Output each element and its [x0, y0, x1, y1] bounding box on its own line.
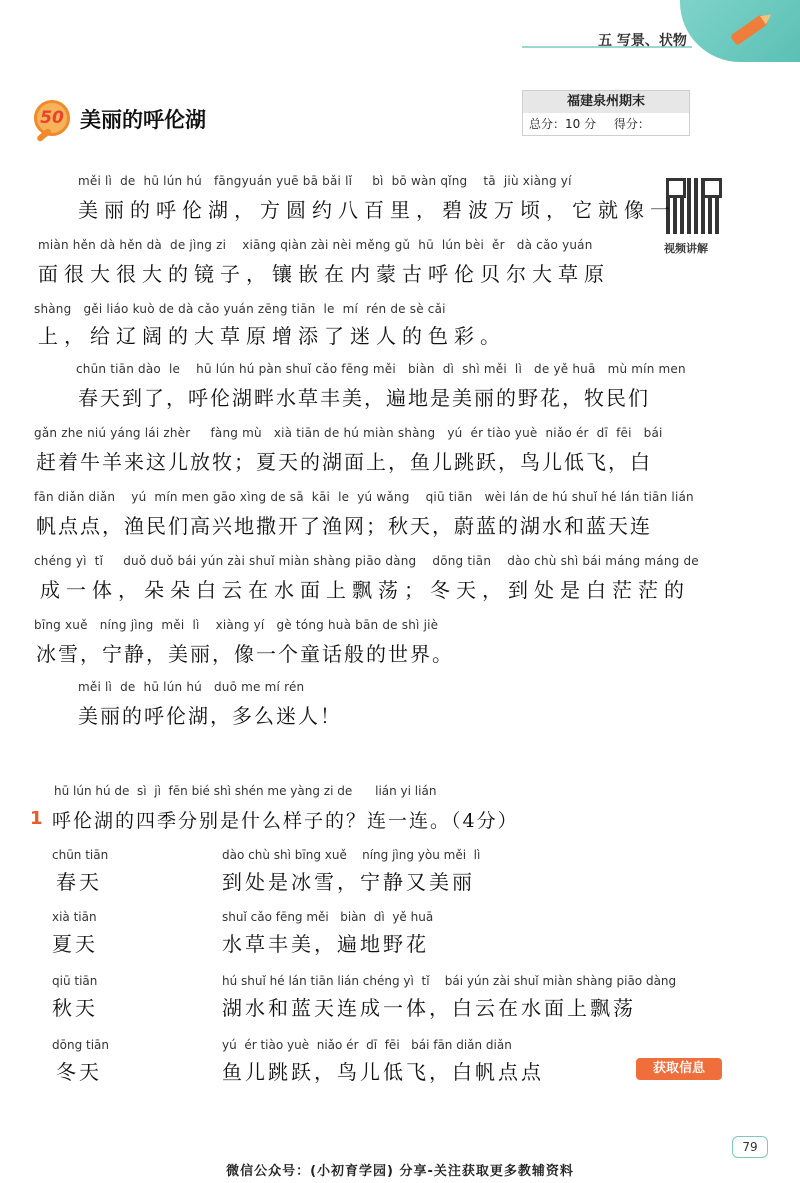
description-pinyin: hú shuǐ hé lán tiān lián chéng yì tǐ bái yún zài shuǐ miàn shàng piāo dàng — [222, 974, 677, 988]
pinyin-line: bīng xuě níng jìng měi lì xiàng yí gè tóng huà bān de shì jiè — [34, 618, 439, 632]
season-spring[interactable]: 春天 — [56, 870, 102, 894]
season-autumn[interactable]: 秋天 — [52, 996, 98, 1020]
footer-text: 微信公众号：(小初育学园) 分享-关注获取更多教辅资料 — [226, 1164, 574, 1179]
text-line: 上，给辽阔的大草原增添了迷人的色彩。 — [38, 324, 506, 348]
video-label: 视频讲解 — [664, 242, 708, 255]
pinyin-line: shàng gěi liáo kuò de dà cǎo yuán zēng tiān le mí rén de sè cǎi — [34, 302, 446, 316]
unit-title: 五 写景、状物 — [598, 33, 687, 49]
season-pinyin: chūn tiān — [52, 848, 109, 862]
text-line: 面很大很大的镜子，镶嵌在内蒙古呼伦贝尔大草原 — [38, 262, 610, 286]
lesson-title: 美丽的呼伦湖 — [80, 108, 206, 132]
text-line: 美丽的呼伦湖，方圆约八百里，碧波万顷，它就像一 — [78, 198, 676, 222]
description-pinyin: yú ér tiào yuè niǎo ér dī fēi bái fān diǎn diǎn — [222, 1038, 512, 1052]
pinyin-line: miàn hěn dà hěn dà de jìng zi xiāng qiàn zài nèi měng gǔ hū lún bèi ěr dà cǎo yuán — [38, 238, 593, 252]
description-spring-scene[interactable]: 水草丰美，遍地野花 — [222, 932, 429, 956]
pinyin-line: chéng yì tǐ duǒ duǒ bái yún zài shuǐ miàn shàng piāo dàng dōng tiān dào chù shì bái máng máng de — [34, 554, 699, 568]
pinyin-line: fān diǎn diǎn yú mín men gāo xìng de sā kāi le yú wǎng qiū tiān wèi lán de hú shuǐ hé lán tiān lián — [34, 490, 694, 504]
text-line: 帆点点，渔民们高兴地撒开了渔网；秋天，蔚蓝的湖水和蓝天连 — [36, 514, 652, 538]
exam-source: 福建泉州期末 — [523, 91, 689, 113]
description-autumn-scene[interactable]: 湖水和蓝天连成一体，白云在水面上飘荡 — [222, 996, 636, 1020]
question-number: 1 — [30, 808, 43, 829]
text-line: 美丽的呼伦湖，多么迷人！ — [78, 704, 342, 728]
season-pinyin: dōng tiān — [52, 1038, 109, 1052]
lesson-number-badge: 50 — [34, 100, 70, 136]
text-line: 成一体，朵朵白云在水面上飘荡；冬天，到处是白茫茫的 — [40, 578, 690, 602]
info-tag: 获取信息 — [636, 1058, 722, 1080]
description-winter-scene[interactable]: 到处是冰雪，宁静又美丽 — [222, 870, 475, 894]
total-score: 总分：10 分 — [529, 117, 597, 131]
question-text: 呼伦湖的四季分别是什么样子的？连一连。（4分） — [52, 810, 519, 832]
text-line: 冰雪，宁静，美丽，像一个童话般的世界。 — [36, 642, 454, 666]
description-pinyin: dào chù shì bīng xuě níng jìng yòu měi lì — [222, 848, 481, 862]
season-pinyin: xià tiān — [52, 910, 97, 924]
season-pinyin: qiū tiān — [52, 974, 98, 988]
description-pinyin: shuǐ cǎo fēng měi biàn dì yě huā — [222, 910, 434, 924]
pinyin-line: měi lì de hū lún hú fāngyuán yuē bā bǎi lǐ bì bō wàn qǐng tā jiù xiàng yí — [78, 174, 572, 188]
season-winter[interactable]: 冬天 — [56, 1060, 102, 1084]
page-number: 79 — [732, 1136, 768, 1158]
question-pinyin: hū lún hú de sì jì fēn bié shì shén me yàng zi de lián yi lián — [54, 784, 437, 798]
text-line: 春天到了，呼伦湖畔水草丰美，遍地是美丽的野花，牧民们 — [78, 386, 650, 410]
pinyin-line: měi lì de hū lún hú duō me mí rén — [78, 680, 305, 694]
season-summer[interactable]: 夏天 — [52, 932, 98, 956]
exam-score — [523, 113, 689, 135]
pinyin-line: chūn tiān dào le hū lún hú pàn shuǐ cǎo fēng měi biàn dì shì měi lì de yě huā mù mín men — [76, 362, 686, 376]
pinyin-line: gǎn zhe niú yáng lái zhèr fàng mù xià tiān de hú miàn shàng yú ér tiào yuè niǎo ér dī fēi bái — [34, 426, 663, 440]
description-summer-scene[interactable]: 鱼儿跳跃，鸟儿低飞，白帆点点 — [222, 1060, 544, 1084]
earned-score: 得分： — [613, 117, 650, 131]
exam-info-box — [522, 90, 690, 136]
text-line: 赶着牛羊来这儿放牧；夏天的湖面上，鱼儿跳跃，鸟儿低飞，白 — [36, 450, 652, 474]
